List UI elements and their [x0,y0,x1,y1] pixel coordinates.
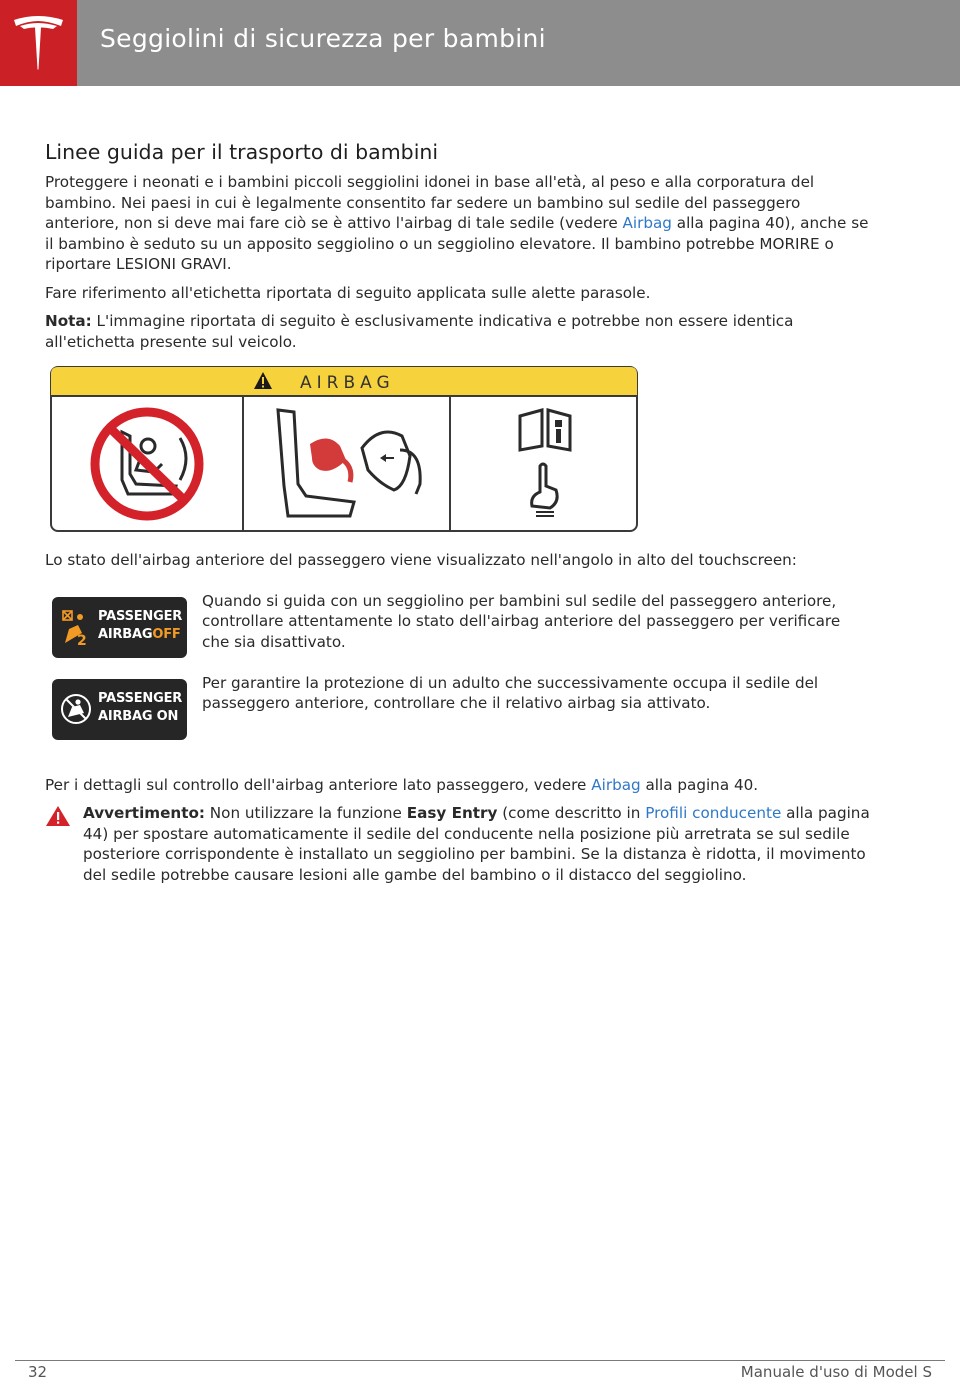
paragraph-reference: Fare riferimento all'etichetta riportata di seguito applicata sulle alette parasole. [45,283,651,302]
page-number: 32 [28,1363,48,1381]
driver-profiles-link[interactable]: Profili conducente [645,804,782,822]
passenger-airbag-on-indicator [52,679,187,740]
easy-entry-term: Easy Entry [406,804,498,822]
indicator-line1: PASSENGER [98,690,183,706]
warning-icon [45,805,71,827]
status-row-airbag-off [45,591,875,679]
airbag-warning-label [50,366,638,532]
note-label: Nota: [45,312,92,330]
svg-text:2: 2 [77,632,87,647]
airbag-off-description: Quando si guida con un seggiolino per bambini sul sedile del passeggero anteriore, controllare attentamente lo stato dell'airbag anteriore del passeggero per verificare che sia disattivato. [202,591,841,651]
manual-title: Manuale d'uso di Model S [740,1363,932,1381]
tesla-logo [0,0,77,86]
airbag-on-icon [60,693,92,725]
airbag-link[interactable]: Airbag [622,214,672,232]
paragraph-intro: Proteggere i neonati e i bambini piccoli seggiolini idonei in base all'età, al peso e alla corporatura del bambino. Nei paesi in cui è legalmente consentito far sedere un bambino sul sedile del passeggero anteriore, non si deve mai fare ciò se è attivo l'airbag di tale sedile (vedere Airbag alla pagina 40), anche se il bambino è seduto su un apposito seggiolino o un seggiolino elevatore. Il bambino potrebbe MORIRE o riportare LESIONI GRAVI. [45,173,869,273]
status-row-airbag-on [45,673,875,775]
airbag-off-icon [60,609,90,647]
airbag-label-title: AIRBAG [300,373,395,393]
tesla-logo-icon [12,14,65,72]
page-title: Seggiolini di sicurezza per bambini [100,24,546,53]
warning-block: Avvertimento: Non utilizzare la funzione Easy Entry (come descritto in Profili conducente alla pagina 44) per spostare automaticamente il sedile del conducente nella posizione più arretrata se sul sedile posteriore corrispondente è installato un seggiolino per bambini. Se la distanza è ridotta, il movimento del sedile potrebbe causare lesioni alle gambe del bambino o il distacco del seggiolino. [45,803,875,885]
paragraph-status-intro: Lo stato dell'airbag anteriore del passeggero viene visualizzato nell'angolo in alto del touchscreen: [45,551,797,569]
passenger-airbag-off-indicator [52,597,187,658]
indicator-line2: AIRBAGOFF [98,626,181,642]
footer-divider [15,1360,945,1361]
paragraph-airbag-details: Per i dettagli sul controllo dell'airbag anteriore lato passeggero, vedere Airbag alla pagina 40. [45,775,759,794]
airbag-on-description: Per garantire la protezione di un adulto che successivamente occupa il sedile del passeggero anteriore, controllare che il relativo airbag sia attivato. [202,673,819,712]
note: Nota: L'immagine riportata di seguito è esclusivamente indicativa e potrebbe non essere identica all'etichetta presente sul veicolo. [45,312,794,351]
indicator-line1: PASSENGER [98,608,183,624]
warning-label: Avvertimento: [83,804,205,822]
main-content [45,140,875,893]
airbag-link-2[interactable]: Airbag [591,775,641,794]
page-header [0,0,960,86]
section-heading: Linee guida per il trasporto di bambini [45,140,439,164]
indicator-line2: AIRBAG ON [98,708,179,724]
